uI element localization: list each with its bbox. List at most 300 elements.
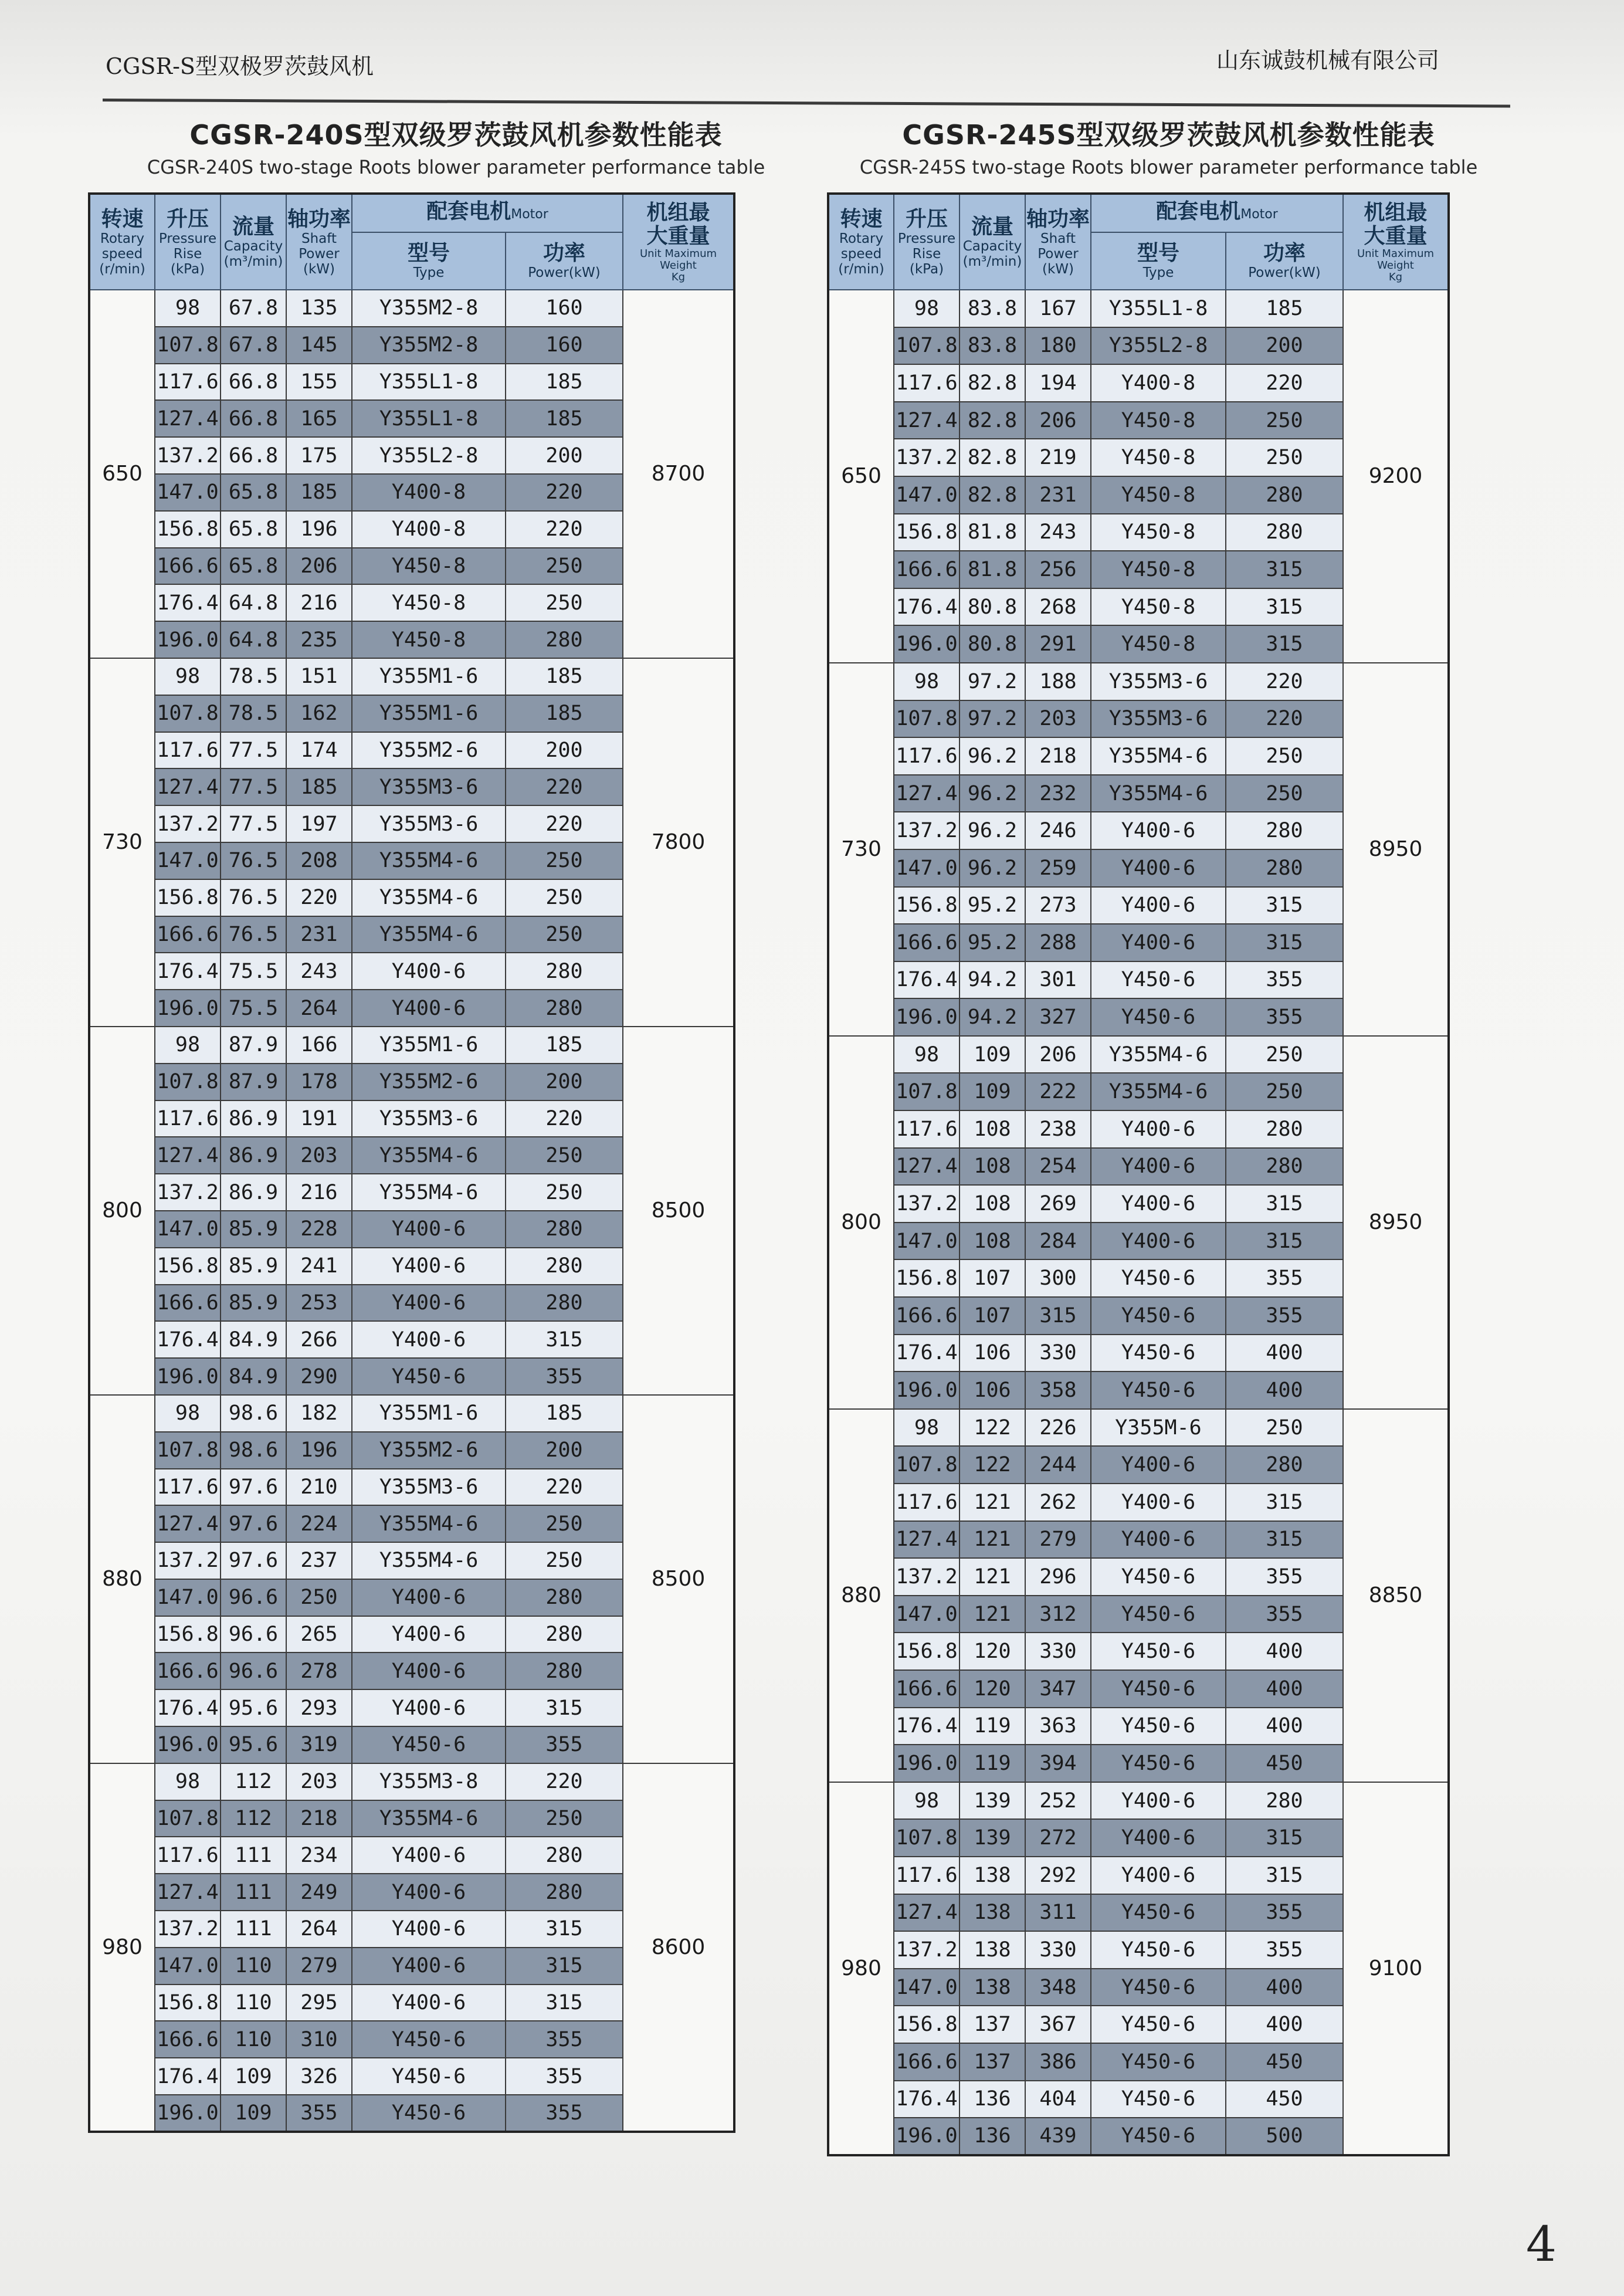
weight-cell: 8850 <box>1343 1409 1449 1782</box>
capacity-cell: 109 <box>221 2058 286 2095</box>
motor-power-cell: 250 <box>506 1505 623 1542</box>
capacity-cell: 82.8 <box>960 439 1025 476</box>
motor-power-cell: 355 <box>1226 1297 1343 1335</box>
capacity-cell: 120 <box>960 1633 1025 1670</box>
motor-power-cell: 400 <box>1226 1708 1343 1745</box>
capacity-cell: 97.6 <box>221 1469 286 1506</box>
capacity-cell: 95.2 <box>960 887 1025 925</box>
shaft-power-cell: 256 <box>1025 551 1091 588</box>
col-header-speed <box>828 194 894 290</box>
motor-power-cell: 250 <box>1226 439 1343 476</box>
capacity-cell: 119 <box>960 1745 1025 1782</box>
capacity-cell: 139 <box>960 1782 1025 1820</box>
shaft-power-cell: 222 <box>1025 1073 1091 1110</box>
pressure-cell: 176.4 <box>155 1689 221 1726</box>
shaft-power-cell: 218 <box>286 1800 352 1837</box>
motor-type-cell: Y355M1-6 <box>352 658 506 695</box>
motor-power-cell: 220 <box>506 511 623 548</box>
shaft-power-cell: 404 <box>1025 2081 1091 2118</box>
capacity-cell: 97.2 <box>960 700 1025 738</box>
motor-power-cell: 355 <box>1226 961 1343 999</box>
pressure-cell: 156.8 <box>155 1985 221 2021</box>
pressure-cell: 166.6 <box>155 1285 221 1322</box>
col-header-shaft-power-text: Shaft <box>301 231 337 246</box>
motor-power-cell: 250 <box>506 916 623 953</box>
motor-power-cell: 355 <box>506 1358 623 1395</box>
motor-type-cell: Y400-6 <box>1091 1521 1226 1559</box>
capacity-cell: 76.5 <box>221 879 286 916</box>
motor-power-cell: 355 <box>1226 998 1343 1036</box>
motor-type-cell: Y450-6 <box>1091 2081 1226 2118</box>
motor-power-cell: 220 <box>506 768 623 805</box>
motor-power-cell: 280 <box>1226 514 1343 551</box>
motor-power-cell: 400 <box>1226 1371 1343 1409</box>
motor-type-cell: Y400-6 <box>1091 812 1226 849</box>
capacity-cell: 85.9 <box>221 1248 286 1285</box>
shaft-power-cell: 243 <box>1025 514 1091 551</box>
motor-power-cell: 250 <box>1226 1073 1343 1110</box>
col-header-speed-text: speed <box>840 246 882 262</box>
motor-power-cell: 185 <box>506 658 623 695</box>
capacity-cell: 80.8 <box>960 625 1025 663</box>
motor-type-cell: Y450-6 <box>1091 2043 1226 2081</box>
motor-type-cell: Y355L2-8 <box>352 437 506 474</box>
motor-power-cell: 315 <box>506 1689 623 1726</box>
capacity-cell: 78.5 <box>221 695 286 732</box>
pressure-cell: 107.8 <box>894 327 960 365</box>
capacity-cell: 84.9 <box>221 1358 286 1395</box>
pressure-cell: 98 <box>155 1395 221 1432</box>
capacity-cell: 82.8 <box>960 402 1025 439</box>
table-title-en: CGSR-245S two-stage Roots blower parameter performance table <box>859 156 1478 178</box>
motor-power-cell: 220 <box>1226 700 1343 738</box>
pressure-cell: 127.4 <box>894 775 960 812</box>
motor-power-cell: 280 <box>1226 1446 1343 1484</box>
capacity-cell: 95.6 <box>221 1726 286 1763</box>
motor-power-cell: 400 <box>1226 1670 1343 1708</box>
capacity-cell: 67.8 <box>221 327 286 364</box>
col-header-shaft-power-text: Power <box>1038 246 1079 262</box>
motor-power-cell: 250 <box>506 879 623 916</box>
shaft-power-cell: 188 <box>1025 663 1091 700</box>
motor-type-cell: Y400-6 <box>1091 1484 1226 1521</box>
col-header-motor-en: Motor <box>511 207 548 222</box>
motor-type-cell: Y450-6 <box>352 1358 506 1395</box>
capacity-cell: 98.6 <box>221 1395 286 1432</box>
pressure-cell: 176.4 <box>894 588 960 626</box>
shaft-power-cell: 216 <box>286 1174 352 1211</box>
col-header-motor-power-text: 功率 <box>543 241 585 265</box>
col-header-weight-text: 大重量 <box>1364 223 1428 248</box>
motor-type-cell: Y450-8 <box>352 548 506 585</box>
speed-cell: 800 <box>828 1036 894 1409</box>
motor-type-cell: Y355M3-6 <box>352 805 506 842</box>
motor-type-cell: Y450-8 <box>352 584 506 621</box>
capacity-cell: 109 <box>221 2095 286 2132</box>
motor-power-cell: 250 <box>1226 775 1343 812</box>
shaft-power-cell: 319 <box>286 1726 352 1763</box>
motor-type-cell: Y400-6 <box>1091 1185 1226 1222</box>
pressure-cell: 176.4 <box>894 1708 960 1745</box>
shaft-power-cell: 166 <box>286 1027 352 1064</box>
pressure-cell: 127.4 <box>155 400 221 437</box>
motor-type-cell: Y355M3-6 <box>352 1100 506 1137</box>
capacity-cell: 85.9 <box>221 1211 286 1248</box>
motor-power-cell: 220 <box>1226 364 1343 402</box>
col-header-motor-power-text: 功率 <box>1263 241 1306 265</box>
table-row <box>828 290 1449 327</box>
motor-power-cell: 355 <box>1226 1931 1343 1969</box>
motor-type-cell: Y355M4-6 <box>352 1505 506 1542</box>
shaft-power-cell: 288 <box>1025 924 1091 961</box>
table-row <box>828 663 1449 700</box>
shaft-power-cell: 259 <box>1025 849 1091 887</box>
shaft-power-cell: 273 <box>1025 887 1091 925</box>
col-header-motor-cn: 配套电机 <box>1156 199 1241 223</box>
speed-cell: 730 <box>828 663 894 1036</box>
pressure-cell: 117.6 <box>894 737 960 775</box>
pressure-cell: 117.6 <box>155 364 221 401</box>
capacity-cell: 96.2 <box>960 775 1025 812</box>
motor-power-cell: 315 <box>1226 924 1343 961</box>
motor-type-cell: Y400-6 <box>1091 1857 1226 1894</box>
pressure-cell: 137.2 <box>155 1542 221 1579</box>
motor-type-cell: Y355M4-6 <box>352 1800 506 1837</box>
col-header-speed-text: speed <box>101 246 143 262</box>
col-header-speed-text: 转速 <box>101 206 144 231</box>
col-header-speed-text: Rotary <box>100 231 145 246</box>
shaft-power-cell: 290 <box>286 1358 352 1395</box>
col-header-weight-text: Kg <box>1388 270 1403 283</box>
shaft-power-cell: 175 <box>286 437 352 474</box>
shaft-power-cell: 315 <box>1025 1297 1091 1335</box>
shaft-power-cell: 367 <box>1025 2006 1091 2043</box>
pressure-cell: 98 <box>155 658 221 695</box>
motor-type-cell: Y400-6 <box>352 953 506 990</box>
pressure-cell: 196.0 <box>894 998 960 1036</box>
motor-power-cell: 185 <box>506 1395 623 1432</box>
capacity-cell: 86.9 <box>221 1174 286 1211</box>
motor-type-cell: Y355L1-8 <box>352 364 506 401</box>
motor-power-cell: 355 <box>1226 1596 1343 1633</box>
shaft-power-cell: 358 <box>1025 1371 1091 1409</box>
capacity-cell: 112 <box>221 1763 286 1800</box>
motor-type-cell: Y355M3-8 <box>352 1763 506 1800</box>
col-header-shaft-power-text: Shaft <box>1040 231 1076 246</box>
table-row <box>89 1395 734 1432</box>
speed-cell: 880 <box>828 1409 894 1782</box>
pressure-cell: 107.8 <box>155 695 221 732</box>
shaft-power-cell: 206 <box>286 548 352 585</box>
weight-cell: 8600 <box>623 1763 734 2132</box>
shaft-power-cell: 312 <box>1025 1596 1091 1633</box>
col-header-pressure-text: Rise <box>173 246 202 262</box>
shaft-power-cell: 196 <box>286 511 352 548</box>
capacity-cell: 64.8 <box>221 584 286 621</box>
shaft-power-cell: 301 <box>1025 961 1091 999</box>
capacity-cell: 112 <box>221 1800 286 1837</box>
motor-type-cell: Y400-8 <box>352 474 506 511</box>
capacity-cell: 78.5 <box>221 658 286 695</box>
shaft-power-cell: 208 <box>286 842 352 879</box>
motor-type-cell: Y355L1-8 <box>1091 290 1226 327</box>
capacity-cell: 77.5 <box>221 768 286 805</box>
capacity-cell: 66.8 <box>221 437 286 474</box>
motor-type-cell: Y450-6 <box>1091 2118 1226 2155</box>
motor-power-cell: 355 <box>506 1726 623 1763</box>
pressure-cell: 137.2 <box>894 439 960 476</box>
shaft-power-cell: 185 <box>286 474 352 511</box>
col-header-capacity <box>960 194 1025 290</box>
pressure-cell: 127.4 <box>155 1137 221 1174</box>
col-header-shaft-power-text: Power <box>299 246 340 262</box>
motor-power-cell: 355 <box>506 2021 623 2058</box>
pressure-cell: 107.8 <box>155 327 221 364</box>
pressure-cell: 137.2 <box>894 1931 960 1969</box>
motor-type-cell: Y355M2-8 <box>352 290 506 327</box>
capacity-cell: 95.2 <box>960 924 1025 961</box>
col-header-motor-type-text: 型号 <box>407 241 450 265</box>
page-number: 4 <box>1525 2217 1557 2273</box>
motor-type-cell: Y355M3-6 <box>352 768 506 805</box>
motor-type-cell: Y450-6 <box>1091 1969 1226 2006</box>
pressure-cell: 147.0 <box>155 1211 221 1248</box>
motor-type-cell: Y355M3-6 <box>1091 663 1226 700</box>
pressure-cell: 156.8 <box>894 1259 960 1297</box>
motor-type-cell: Y400-6 <box>1091 1148 1226 1186</box>
shaft-power-cell: 178 <box>286 1064 352 1100</box>
shaft-power-cell: 348 <box>1025 1969 1091 2006</box>
weight-cell: 7800 <box>623 658 734 1027</box>
capacity-cell: 96.2 <box>960 737 1025 775</box>
motor-power-cell: 280 <box>1226 1110 1343 1148</box>
motor-type-cell: Y400-6 <box>1091 1222 1226 1260</box>
motor-power-cell: 185 <box>506 400 623 437</box>
motor-type-cell: Y355M4-6 <box>352 1137 506 1174</box>
capacity-cell: 76.5 <box>221 842 286 879</box>
table-row <box>89 290 734 327</box>
table-row <box>828 1036 1449 1074</box>
motor-power-cell: 315 <box>506 1948 623 1985</box>
pressure-cell: 98 <box>155 1763 221 1800</box>
motor-type-cell: Y450-6 <box>1091 1335 1226 1372</box>
motor-type-cell: Y355M1-6 <box>352 1395 506 1432</box>
shaft-power-cell: 266 <box>286 1321 352 1358</box>
motor-power-cell: 280 <box>1226 1782 1343 1820</box>
motor-type-cell: Y450-6 <box>1091 1596 1226 1633</box>
motor-power-cell: 220 <box>1226 663 1343 700</box>
motor-type-cell: Y355L2-8 <box>1091 327 1226 365</box>
motor-type-cell: Y400-6 <box>1091 849 1226 887</box>
motor-power-cell: 280 <box>506 1248 623 1285</box>
capacity-cell: 85.9 <box>221 1285 286 1322</box>
shaft-power-cell: 203 <box>286 1137 352 1174</box>
motor-power-cell: 200 <box>506 437 623 474</box>
pressure-cell: 137.2 <box>894 1558 960 1596</box>
pressure-cell: 196.0 <box>894 625 960 663</box>
motor-power-cell: 315 <box>506 1985 623 2021</box>
capacity-cell: 121 <box>960 1484 1025 1521</box>
col-header-speed-text: (r/min) <box>99 261 145 277</box>
motor-power-cell: 280 <box>506 1616 623 1653</box>
motor-type-cell: Y450-6 <box>1091 1558 1226 1596</box>
shaft-power-cell: 231 <box>1025 476 1091 514</box>
capacity-cell: 96.6 <box>221 1616 286 1653</box>
capacity-cell: 108 <box>960 1148 1025 1186</box>
shaft-power-cell: 292 <box>1025 1857 1091 1894</box>
shaft-power-cell: 296 <box>1025 1558 1091 1596</box>
shaft-power-cell: 232 <box>1025 775 1091 812</box>
performance-table-245s <box>827 192 1450 2156</box>
pressure-cell: 196.0 <box>155 1726 221 1763</box>
motor-type-cell: Y450-6 <box>1091 1708 1226 1745</box>
motor-power-cell: 400 <box>1226 1633 1343 1670</box>
pressure-cell: 127.4 <box>155 1874 221 1911</box>
capacity-cell: 138 <box>960 1969 1025 2006</box>
col-header-pressure-text: (kPa) <box>170 261 205 277</box>
capacity-cell: 108 <box>960 1222 1025 1260</box>
motor-power-cell: 500 <box>1226 2118 1343 2155</box>
motor-power-cell: 355 <box>1226 1894 1343 1932</box>
table-row <box>89 1027 734 1064</box>
capacity-cell: 121 <box>960 1596 1025 1633</box>
capacity-cell: 110 <box>221 1948 286 1985</box>
motor-type-cell: Y355M2-6 <box>352 732 506 769</box>
pressure-cell: 166.6 <box>155 916 221 953</box>
shaft-power-cell: 238 <box>1025 1110 1091 1148</box>
motor-type-cell: Y450-6 <box>1091 1931 1226 1969</box>
motor-power-cell: 400 <box>1226 2006 1343 2043</box>
motor-type-cell: Y355M4-6 <box>1091 737 1226 775</box>
pressure-cell: 107.8 <box>155 1432 221 1469</box>
col-header-capacity-text: Capacity <box>223 238 283 254</box>
pressure-cell: 156.8 <box>155 879 221 916</box>
speed-cell: 650 <box>89 290 155 658</box>
speed-cell: 980 <box>828 1782 894 2155</box>
shaft-power-cell: 167 <box>1025 290 1091 327</box>
col-header-speed-text: (r/min) <box>838 261 884 277</box>
motor-power-cell: 200 <box>506 1432 623 1469</box>
pressure-cell: 156.8 <box>155 511 221 548</box>
motor-power-cell: 185 <box>506 695 623 732</box>
pressure-cell: 107.8 <box>894 1073 960 1110</box>
shaft-power-cell: 191 <box>286 1100 352 1137</box>
capacity-cell: 137 <box>960 2043 1025 2081</box>
pressure-cell: 196.0 <box>155 990 221 1027</box>
col-header-pressure-text: (kPa) <box>909 261 944 277</box>
motor-power-cell: 315 <box>1226 1185 1343 1222</box>
capacity-cell: 96.2 <box>960 812 1025 849</box>
shaft-power-cell: 278 <box>286 1652 352 1689</box>
shaft-power-cell: 206 <box>1025 402 1091 439</box>
pressure-cell: 196.0 <box>155 1358 221 1395</box>
shaft-power-cell: 228 <box>286 1211 352 1248</box>
shaft-power-cell: 264 <box>286 990 352 1027</box>
speed-cell: 730 <box>89 658 155 1027</box>
shaft-power-cell: 243 <box>286 953 352 990</box>
pressure-cell: 117.6 <box>155 1100 221 1137</box>
pressure-cell: 137.2 <box>155 1174 221 1211</box>
capacity-cell: 83.8 <box>960 290 1025 327</box>
pressure-cell: 127.4 <box>155 768 221 805</box>
motor-power-cell: 220 <box>506 1763 623 1800</box>
col-header-speed <box>89 194 155 290</box>
motor-power-cell: 250 <box>1226 402 1343 439</box>
speed-cell: 880 <box>89 1395 155 1763</box>
capacity-cell: 111 <box>221 1911 286 1948</box>
col-header-weight-text: 机组最 <box>646 200 710 225</box>
pressure-cell: 166.6 <box>894 1670 960 1708</box>
motor-type-cell: Y355M2-6 <box>352 1064 506 1100</box>
shaft-power-cell: 165 <box>286 400 352 437</box>
capacity-cell: 106 <box>960 1335 1025 1372</box>
capacity-cell: 97.6 <box>221 1505 286 1542</box>
shaft-power-cell: 439 <box>1025 2118 1091 2155</box>
col-header-weight <box>623 194 734 290</box>
motor-power-cell: 250 <box>1226 737 1343 775</box>
pressure-cell: 98 <box>894 663 960 700</box>
shaft-power-cell: 216 <box>286 584 352 621</box>
motor-type-cell: Y400-6 <box>352 1616 506 1653</box>
capacity-cell: 121 <box>960 1558 1025 1596</box>
col-header-speed-text: 转速 <box>840 206 883 231</box>
shaft-power-cell: 279 <box>1025 1521 1091 1559</box>
capacity-cell: 94.2 <box>960 961 1025 999</box>
motor-power-cell: 200 <box>506 1064 623 1100</box>
shaft-power-cell: 330 <box>1025 1931 1091 1969</box>
motor-type-cell: Y450-6 <box>352 2058 506 2095</box>
motor-power-cell: 355 <box>1226 1558 1343 1596</box>
capacity-cell: 82.8 <box>960 476 1025 514</box>
col-header-motor-type-text: Type <box>413 265 445 280</box>
col-header-shaft-power-text: (kW) <box>1042 261 1074 277</box>
pressure-cell: 147.0 <box>894 1969 960 2006</box>
pressure-cell: 98 <box>894 1036 960 1074</box>
motor-power-cell: 250 <box>506 584 623 621</box>
capacity-cell: 66.8 <box>221 400 286 437</box>
pressure-cell: 196.0 <box>894 1745 960 1782</box>
motor-type-cell: Y355M3-6 <box>352 1469 506 1506</box>
capacity-cell: 121 <box>960 1521 1025 1559</box>
pressure-cell: 137.2 <box>894 812 960 849</box>
shaft-power-cell: 244 <box>1025 1446 1091 1484</box>
pressure-cell: 176.4 <box>894 2081 960 2118</box>
capacity-cell: 108 <box>960 1110 1025 1148</box>
capacity-cell: 83.8 <box>960 327 1025 365</box>
pressure-cell: 176.4 <box>894 1335 960 1372</box>
pressure-cell: 147.0 <box>894 849 960 887</box>
shaft-power-cell: 327 <box>1025 998 1091 1036</box>
pressure-cell: 156.8 <box>894 2006 960 2043</box>
motor-power-cell: 280 <box>1226 849 1343 887</box>
pressure-cell: 107.8 <box>894 1819 960 1857</box>
header-left-title: CGSR-S型双极罗茨鼓风机 <box>106 53 374 79</box>
motor-type-cell: Y450-8 <box>352 621 506 658</box>
shaft-power-cell: 151 <box>286 658 352 695</box>
col-header-motor-type-text: Type <box>1142 265 1174 280</box>
shaft-power-cell: 218 <box>1025 737 1091 775</box>
capacity-cell: 111 <box>221 1874 286 1911</box>
col-header-weight-text: Weight <box>660 259 697 272</box>
motor-power-cell: 250 <box>506 1542 623 1579</box>
motor-power-cell: 185 <box>506 364 623 401</box>
motor-power-cell: 220 <box>506 805 623 842</box>
motor-type-cell: Y400-6 <box>352 1874 506 1911</box>
shaft-power-cell: 226 <box>1025 1409 1091 1447</box>
col-header-shaft-power-text: (kW) <box>303 261 335 277</box>
speed-cell: 650 <box>828 290 894 663</box>
shaft-power-cell: 269 <box>1025 1185 1091 1222</box>
